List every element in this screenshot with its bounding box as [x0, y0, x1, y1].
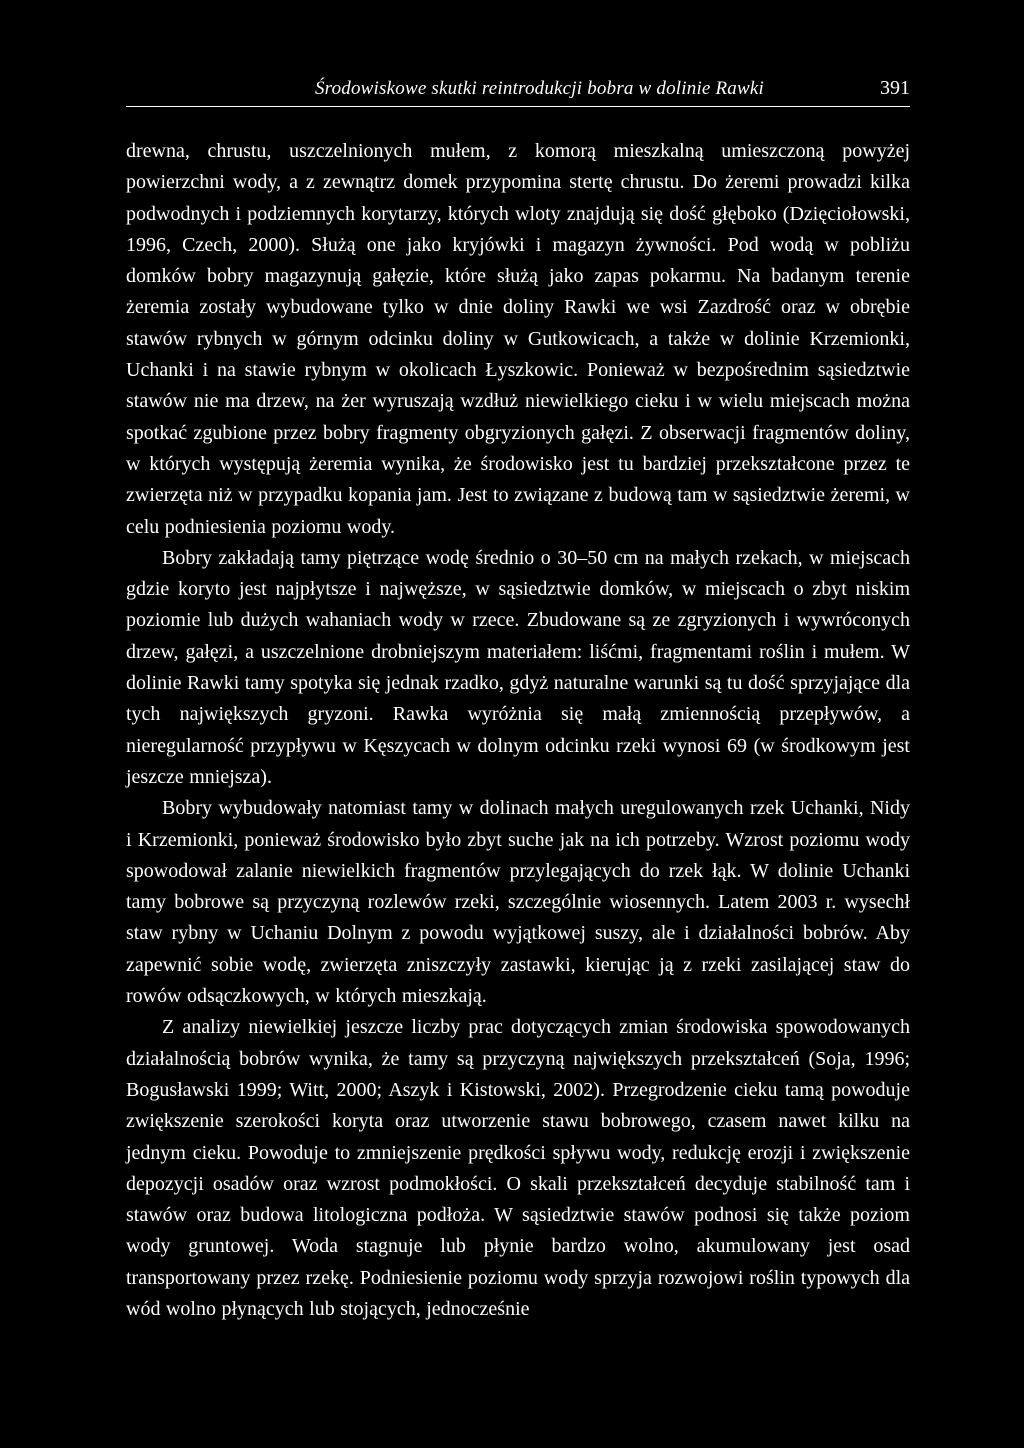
body-text	[126, 136, 910, 1325]
book-page	[126, 72, 910, 1325]
paragraph-1: drewna, chrustu, uszczelnionych mułem, z komorą mieszkalną umieszczoną powyżej powierzchni wody, a z zewnątrz domek przypomina stertę chrustu. Do żeremi prowadzi kilka podwodnych i podziemnych korytarzy, których wloty znajdują się dość głęboko (Dzięciołowski, 1996, Czech, 2000). Służą one jako kryjówki i magazyn żywności. Pod wodą w pobliżu domków bobry magazynują gałęzie, które służą jako zapas pokarmu. Na badanym terenie żeremia zostały wybudowane tylko w dnie doliny Rawki we wsi Zazdrość oraz w obrębie stawów rybnych w górnym odcinku doliny w Gutkowicach, a także w dolinie Krzemionki, Uchanki i na stawie rybnym w okolicach Łyszkowic. Ponieważ w bezpośrednim sąsiedztwie stawów nie ma drzew, na żer wyruszają wzdłuż niewielkiego cieku i w wielu miejscach można spotkać zgubione przez bobry fragmenty obgryzionych gałęzi. Z obserwacji fragmentów doliny, w których występują żeremia wynika, że środowisko jest tu bardziej przekształcone przez te zwierzęta niż w przypadku kopania jam. Jest to związane z budową tam w sąsiedztwie żeremi, w celu podniesienia poziomu wody.	[126, 140, 910, 538]
paragraph-2: Bobry zakładają tamy piętrzące wodę średnio o 30–50 cm na małych rzekach, w miejscach gdzie koryto jest najpłytsze i najwęższe, w sąsiedztwie domków, w miejscach o zbyt niskim poziomie lub dużych wahaniach wody w rzece. Zbudowane są ze zgryzionych i wywróconych drzew, gałęzi, a uszczelnione drobniejszym materiałem: liśćmi, fragmentami roślin i mułem. W dolinie Rawki tamy spotyka się jednak rzadko, gdyż naturalne warunki są tu dość sprzyjające dla tych największych gryzoni. Rawka wyróżnia się małą zmiennością przepływów, a nieregularność przypływu w Kęszycach w dolnym odcinku rzeki wynosi 69 (w środkowym jest jeszcze mniejsza).	[126, 546, 910, 788]
page-number: 391	[880, 77, 910, 99]
paragraph-3: Bobry wybudowały natomiast tamy w dolinach małych uregulowanych rzek Uchanki, Nidy i Krzemionki, ponieważ środowisko było zbyt suche jak na ich potrzeby. Wzrost poziomu wody spowodował zalanie niewielkich fragmentów przylegających do rzek łąk. W dolinie Uchanki tamy bobrowe są przyczyną rozlewów rzeki, szczególnie wiosennych. Latem 2003 r. wysechł staw rybny w Uchaniu Dolnym z powodu wyjątkowej suszy, ale i działalności bobrów. Aby zapewnić sobie wodę, zwierzęta zniszczyły zastawki, kierując ją z rzeki zasilającej staw do rowów odsączkowych, w których mieszkają.	[126, 797, 910, 1008]
paragraph-4: Z analizy niewielkiej jeszcze liczby prac dotyczących zmian środowiska spowodowanych działalnością bobrów wynika, że tamy są przyczyną największych przekształceń (Soja, 1996; Bogusławski 1999; Witt, 2000; Aszyk i Kistowski, 2002). Przegrodzenie cieku tamą powoduje zwiększenie szerokości koryta oraz utworzenie stawu bobrowego, czasem nawet kilku na jednym cieku. Powoduje to zmniejszenie prędkości spływu wody, redukcję erozji i zwiększenie depozycji osadów oraz wzrost podmokłości. O skali przekształceń decyduje stabilność tam i stawów oraz budowa litologiczna podłoża. W sąsiedztwie stawów podnosi się także poziom wody gruntowej. Woda stagnuje lub płynie bardzo wolno, akumulowany jest osad transportowany przez rzekę. Podniesienie poziomu wody sprzyja rozwojowi roślin typowych dla wód wolno płynących lub stojących, jednocześnie	[126, 1016, 910, 1320]
running-title: Środowiskowe skutki reintrodukcji bobra w dolinie Rawki	[314, 78, 764, 99]
running-header	[126, 72, 910, 107]
